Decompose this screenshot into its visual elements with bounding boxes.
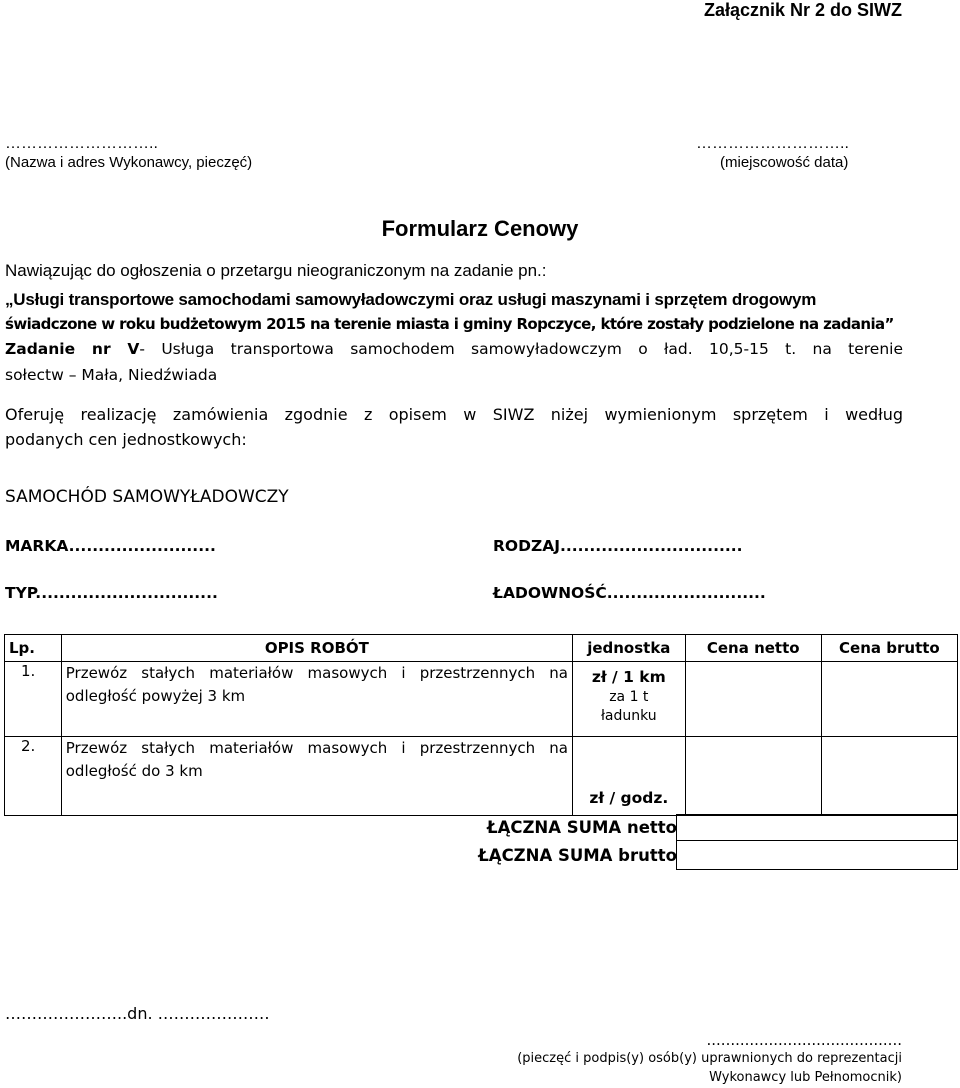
zadanie-line2: sołectw – Mała, Niedźwiada <box>5 366 218 384</box>
header-jednostka: jednostka <box>572 635 685 662</box>
row-unit <box>572 737 685 816</box>
header-lp: Lp. <box>5 635 62 662</box>
unit-main: zł / godz. <box>589 789 669 807</box>
place-date-label: (miejscowość data) <box>720 154 849 171</box>
row-price-gross-input[interactable] <box>821 662 957 737</box>
row-description: Przewóz stałych materiałów masowych i przestrzennych na odległość do 3 km <box>61 737 572 816</box>
unit-sub2: ładunku <box>600 708 657 724</box>
header-cena-netto: Cena netto <box>685 635 821 662</box>
sum-brutto-label: ŁĄCZNA SUMA brutto <box>478 846 677 865</box>
zadanie-line <box>5 340 903 358</box>
signature-dots: ......................................... <box>706 1031 902 1049</box>
place-date-dots: ……………………….. <box>696 135 849 152</box>
offer-line1: Oferuję realizację zamówienia zgodnie z opisem w SIWZ niżej wymienionym sprzętem i według <box>5 405 903 424</box>
sum-input-box[interactable] <box>676 814 958 870</box>
field-rodzaj: RODZAJ............................... <box>493 537 743 555</box>
table-header-row <box>5 635 958 662</box>
sum-netto-label: ŁĄCZNA SUMA netto <box>486 818 677 837</box>
table-row <box>5 662 958 737</box>
zadanie-number: Zadanie nr V <box>5 340 140 358</box>
unit-main: zł / 1 km <box>591 668 666 686</box>
task-title-line1: „Usługi transportowe samochodami samowyładowczymi oraz usługi maszynami i sprzętem drogowym <box>5 290 817 309</box>
signature-label-line1: (pieczęć i podpis(y) osób(y) uprawnionych do reprezentacji <box>517 1051 902 1066</box>
row-description: Przewóz stałych materiałów masowych i przestrzennych na odległość powyżej 3 km <box>61 662 572 737</box>
header-cena-brutto: Cena brutto <box>821 635 957 662</box>
intro-text: Nawiązując do ogłoszenia o przetargu nieograniczonym na zadanie pn.: <box>5 261 547 280</box>
unit-sub1: za 1 t <box>609 689 649 705</box>
task-title-line2: świadczone w roku budżetowym 2015 na terenie miasta i gminy Ropczyce, które zostały podzielone na zadania” <box>5 315 894 333</box>
zadanie-description: - Usługa transportowa samochodem samowyładowczym o ład. 10,5-15 t. na terenie <box>139 340 903 358</box>
row-price-net-input[interactable] <box>685 662 821 737</box>
price-table <box>4 634 958 816</box>
field-typ: TYP............................... <box>5 584 218 602</box>
row-lp: 1. <box>5 662 62 737</box>
header-opis: OPIS ROBÓT <box>61 635 572 662</box>
row-price-net-input[interactable] <box>685 737 821 816</box>
offer-line2: podanych cen jednostkowych: <box>5 430 247 449</box>
signature-label-line2: Wykonawcy lub Pełnomocnik) <box>709 1070 902 1085</box>
table-row <box>5 737 958 816</box>
field-marka: MARKA......................... <box>5 537 216 555</box>
equipment-heading: SAMOCHÓD SAMOWYŁADOWCZY <box>5 487 289 507</box>
place-date-footer: …………………..dn. ………………… <box>5 1004 270 1023</box>
contractor-dots: ……………………….. <box>5 135 158 152</box>
page-title: Formularz Cenowy <box>381 216 579 241</box>
sum-row-divider <box>676 840 958 841</box>
row-price-gross-input[interactable] <box>821 737 957 816</box>
annex-label: Załącznik Nr 2 do SIWZ <box>703 0 902 20</box>
field-ladownosc: ŁADOWNOŚĆ........................... <box>493 584 766 602</box>
contractor-label: (Nazwa i adres Wykonawcy, pieczęć) <box>5 154 253 171</box>
row-unit <box>572 662 685 737</box>
row-lp: 2. <box>5 737 62 816</box>
